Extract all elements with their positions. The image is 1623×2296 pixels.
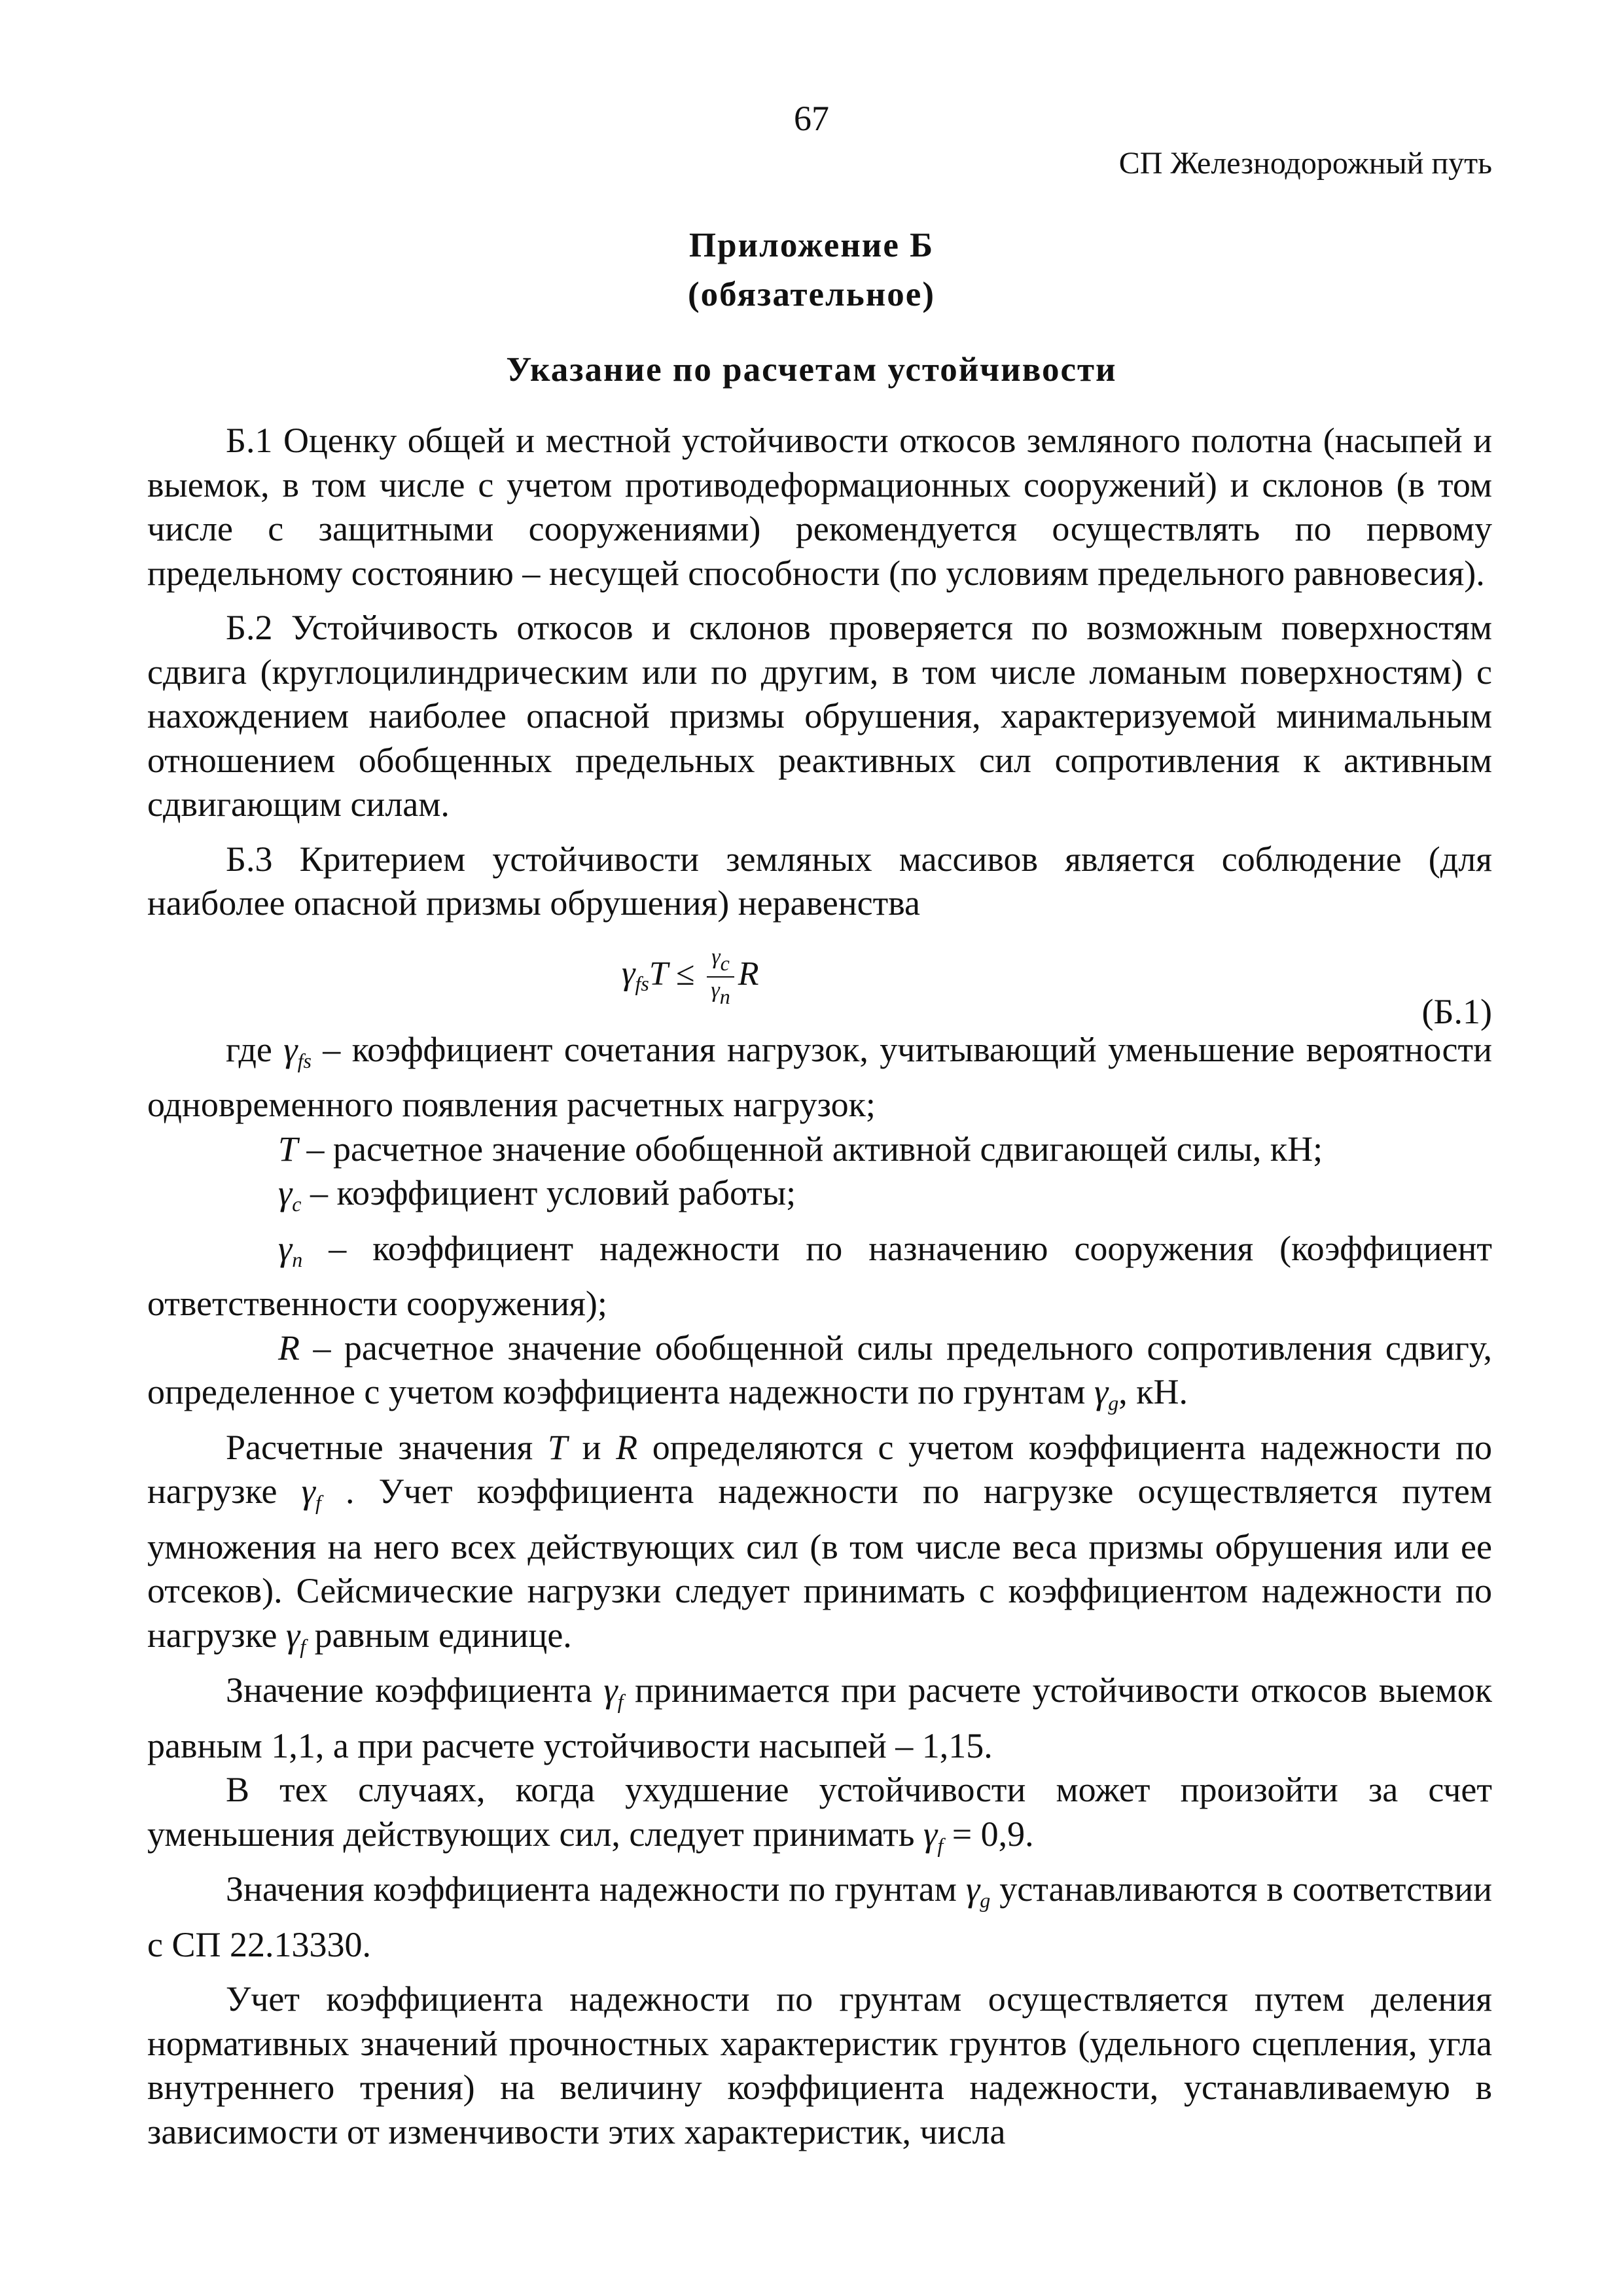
paragraph-soil-factor: Учет коэффициента надежности по грунтам осуществляется путем деления нормативных значений прочностных характеристик грунтов (удельного сцепления, угла внутреннего трения) на величину коэффициента надежности, устанавливаемую в зависимости от изменчивости этих характеристик, числа [147, 1979, 1492, 2151]
paragraph-gf-values: Значение коэффициента $\gamma_f$ принимается при расчете устойчивости откосов выемок равным 1,1, а при расчете устойчивости насыпей – 1,15. [147, 1670, 1492, 1765]
definition-gamma-n: $\gamma_n$ – коэффициент надежности по назначению сооружения (коэффициент ответственности сооружения); [147, 1228, 1492, 1323]
running-header: СП Железнодорожный путь [1118, 146, 1492, 181]
appendix-status: (обязательное) [688, 275, 935, 313]
document-body [147, 419, 1492, 2154]
paragraph-b3: Б.3 Критерием устойчивости земляных массивов является соблюдение (для наиболее опасной призмы обрушения) неравенства [147, 839, 1492, 923]
definition-t: T – расчетное значение обобщенной активной сдвигающей силы, кН; [278, 1129, 1323, 1169]
formula-numerator: $\gamma_c$ [707, 944, 734, 978]
formula-r: R [738, 955, 759, 993]
section-heading: Указание по расчетам устойчивости [506, 351, 1117, 389]
paragraph-load-factor: Расчетные значения T и R определяются с учетом коэффициента надежности по нагрузке $\gamma_f$ . Учет коэффициента надежности по нагрузке осуществляется путем умножения на него всех действующих сил (в том числе веса призмы обрушения или ее отсеков). Сейсмические нагрузки следует принимать с коэффициентом надежности по нагрузке $\gamma_f$ равным единице. [147, 1427, 1492, 1658]
formula-t: T [649, 955, 668, 993]
formula-denominator: $\gamma_n$ [711, 978, 730, 1008]
formula-fraction [707, 944, 734, 1010]
formula-gamma-fs: $\gamma_{fs}$ [622, 955, 649, 996]
definition-r: R – расчетное значение обобщенной силы предельного сопротивления сдвигу, определенное с учетом коэффициента надежности по грунтам $\gamma_g$, кН. [147, 1328, 1492, 1415]
paragraph-gg-values: Значения коэффициента надежности по грунтам $\gamma_g$ устанавливаются в соответствии с СП 22.13330. [147, 1869, 1492, 1964]
definition-gamma-fs: где $\gamma_{fs}$ – коэффициент сочетания нагрузок, учитывающий уменьшение вероятности одновременного появления расчетных нагрузок; [147, 1029, 1492, 1124]
page-number: 67 [794, 99, 829, 138]
formula-relation: ≤ [675, 955, 695, 993]
formula-number: (Б.1) [1421, 991, 1492, 1031]
paragraph-gf-reduction: В тех случаях, когда ухудшение устойчивости может произойти за счет уменьшения действующих сил, следует принимать $\gamma_f = 0,9$. [147, 1770, 1492, 1857]
paragraph-b2: Б.2 Устойчивость откосов и склонов проверяется по возможным поверхностям сдвига (круглоцилиндрическим или по другим, в том числе ломаным поверхностям) с нахождением наиболее опасной призмы обрушения, характеризуемой минимальным отношением обобщенных предельных реактивных сил сопротивления к активным сдвигающим силам. [147, 608, 1492, 824]
paragraph-b1: Б.1 Оценку общей и местной устойчивости откосов земляного полотна (насыпей и выемок, в том числе с учетом противодеформационных сооружений) и склонов (в том числе с защитными сооружениями) рекомендуется осуществлять по первому предельному состоянию – несущей способности (по условиям предельного равновесия). [147, 421, 1492, 593]
formula-b1 [147, 930, 1492, 1031]
appendix-title: Приложение Б [688, 226, 935, 264]
definition-gamma-c: $\gamma_c$ – коэффициент условий работы; [278, 1173, 796, 1216]
formula-expression [622, 944, 759, 1010]
